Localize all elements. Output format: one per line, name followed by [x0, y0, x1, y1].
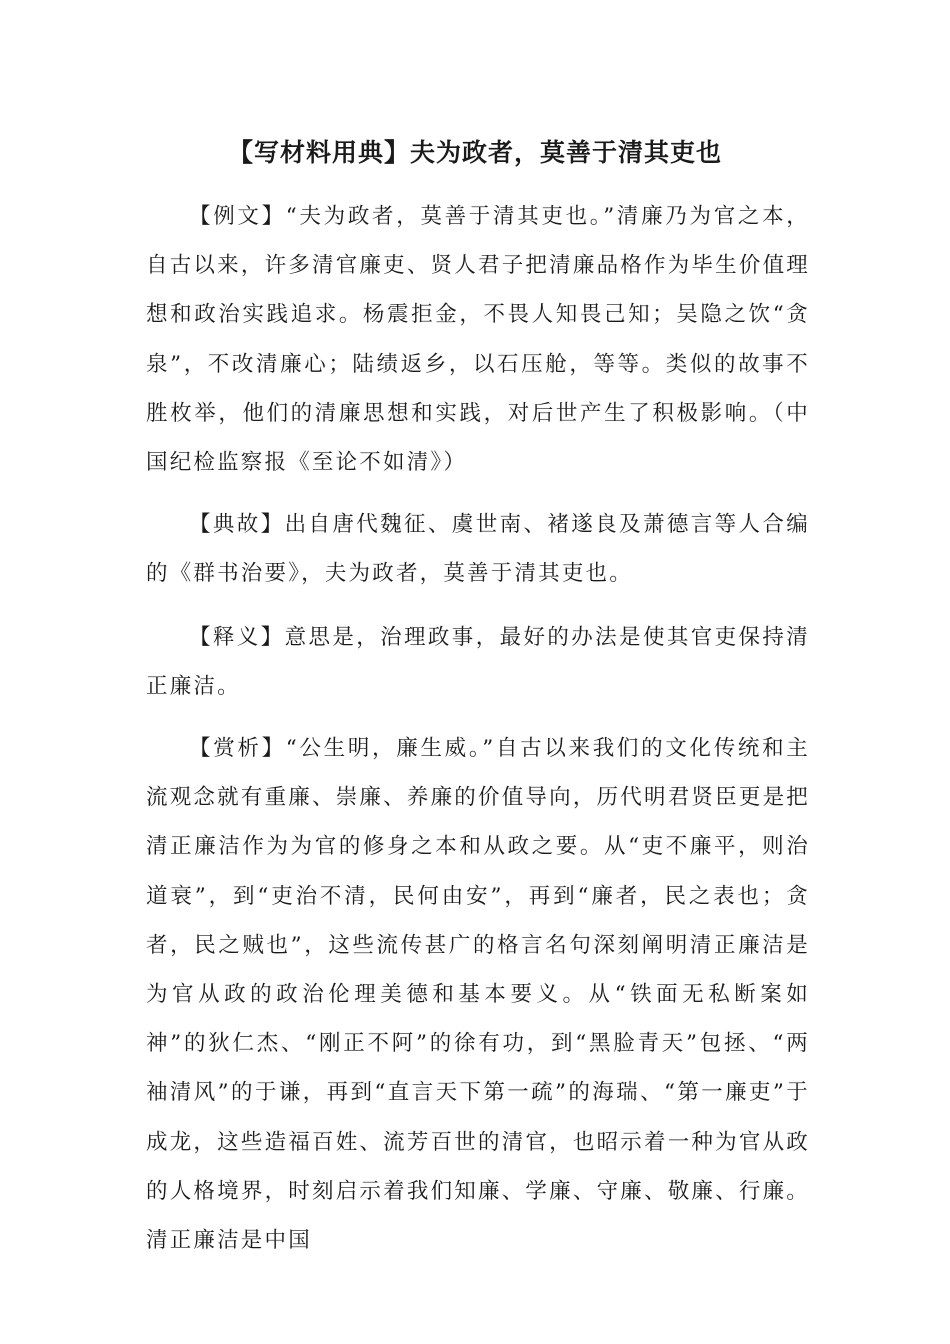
- document-title: 【写材料用典】夫为政者，莫善于清其吏也: [227, 138, 722, 167]
- appreciation-paragraph: 【赏析】“公生明，廉生威。”自古以来我们的文化传统和主流观念就有重廉、崇廉、养廉的价值导向，历代明君贤臣更是把清正廉洁作为为官的修身之本和从政之要。从“吏不廉平，则治道衰”，到“吏治不清，民何由安”，再到“廉者，民之表也；贪者，民之贼也”，这些流传甚广的格言名句深刻阐明清正廉洁是为官从政的政治伦理美德和基本要义。从“铁面无私断案如神”的狄仁杰、“刚正不阿”的徐有功，到“黑脸青天”包拯、“两袖清风”的于谦，再到“直言天下第一疏”的海瑞、“第一廉吏”于成龙，这些造福百姓、流芳百世的清官，也昭示着一种为官从政的人格境界，时刻启示着我们知廉、学廉、守廉、敬廉、行廉。清正廉洁是中国: [146, 736, 810, 1254]
- meaning-paragraph: 【释义】意思是，治理政事，最好的办法是使其官吏保持清正廉洁。: [146, 625, 810, 700]
- example-paragraph: 【例文】“夫为政者，莫善于清其吏也。”清廉乃为官之本，自古以来，许多清官廉吏、贤人君子把清廉品格作为毕生价值理想和政治实践追求。杨震拒金，不畏人知畏己知；吴隐之饮“贪泉”，不改清廉心；陆绩返乡，以石压舱，等等。类似的故事不胜枚举，他们的清廉思想和实践，对后世产生了积极影响。（中国纪检监察报《至论不如清》）: [146, 204, 810, 476]
- allusion-paragraph: 【典故】出自唐代魏征、虞世南、褚遂良及萧德言等人合编的《群书治要》，夫为政者，莫善于清其吏也。: [146, 512, 810, 587]
